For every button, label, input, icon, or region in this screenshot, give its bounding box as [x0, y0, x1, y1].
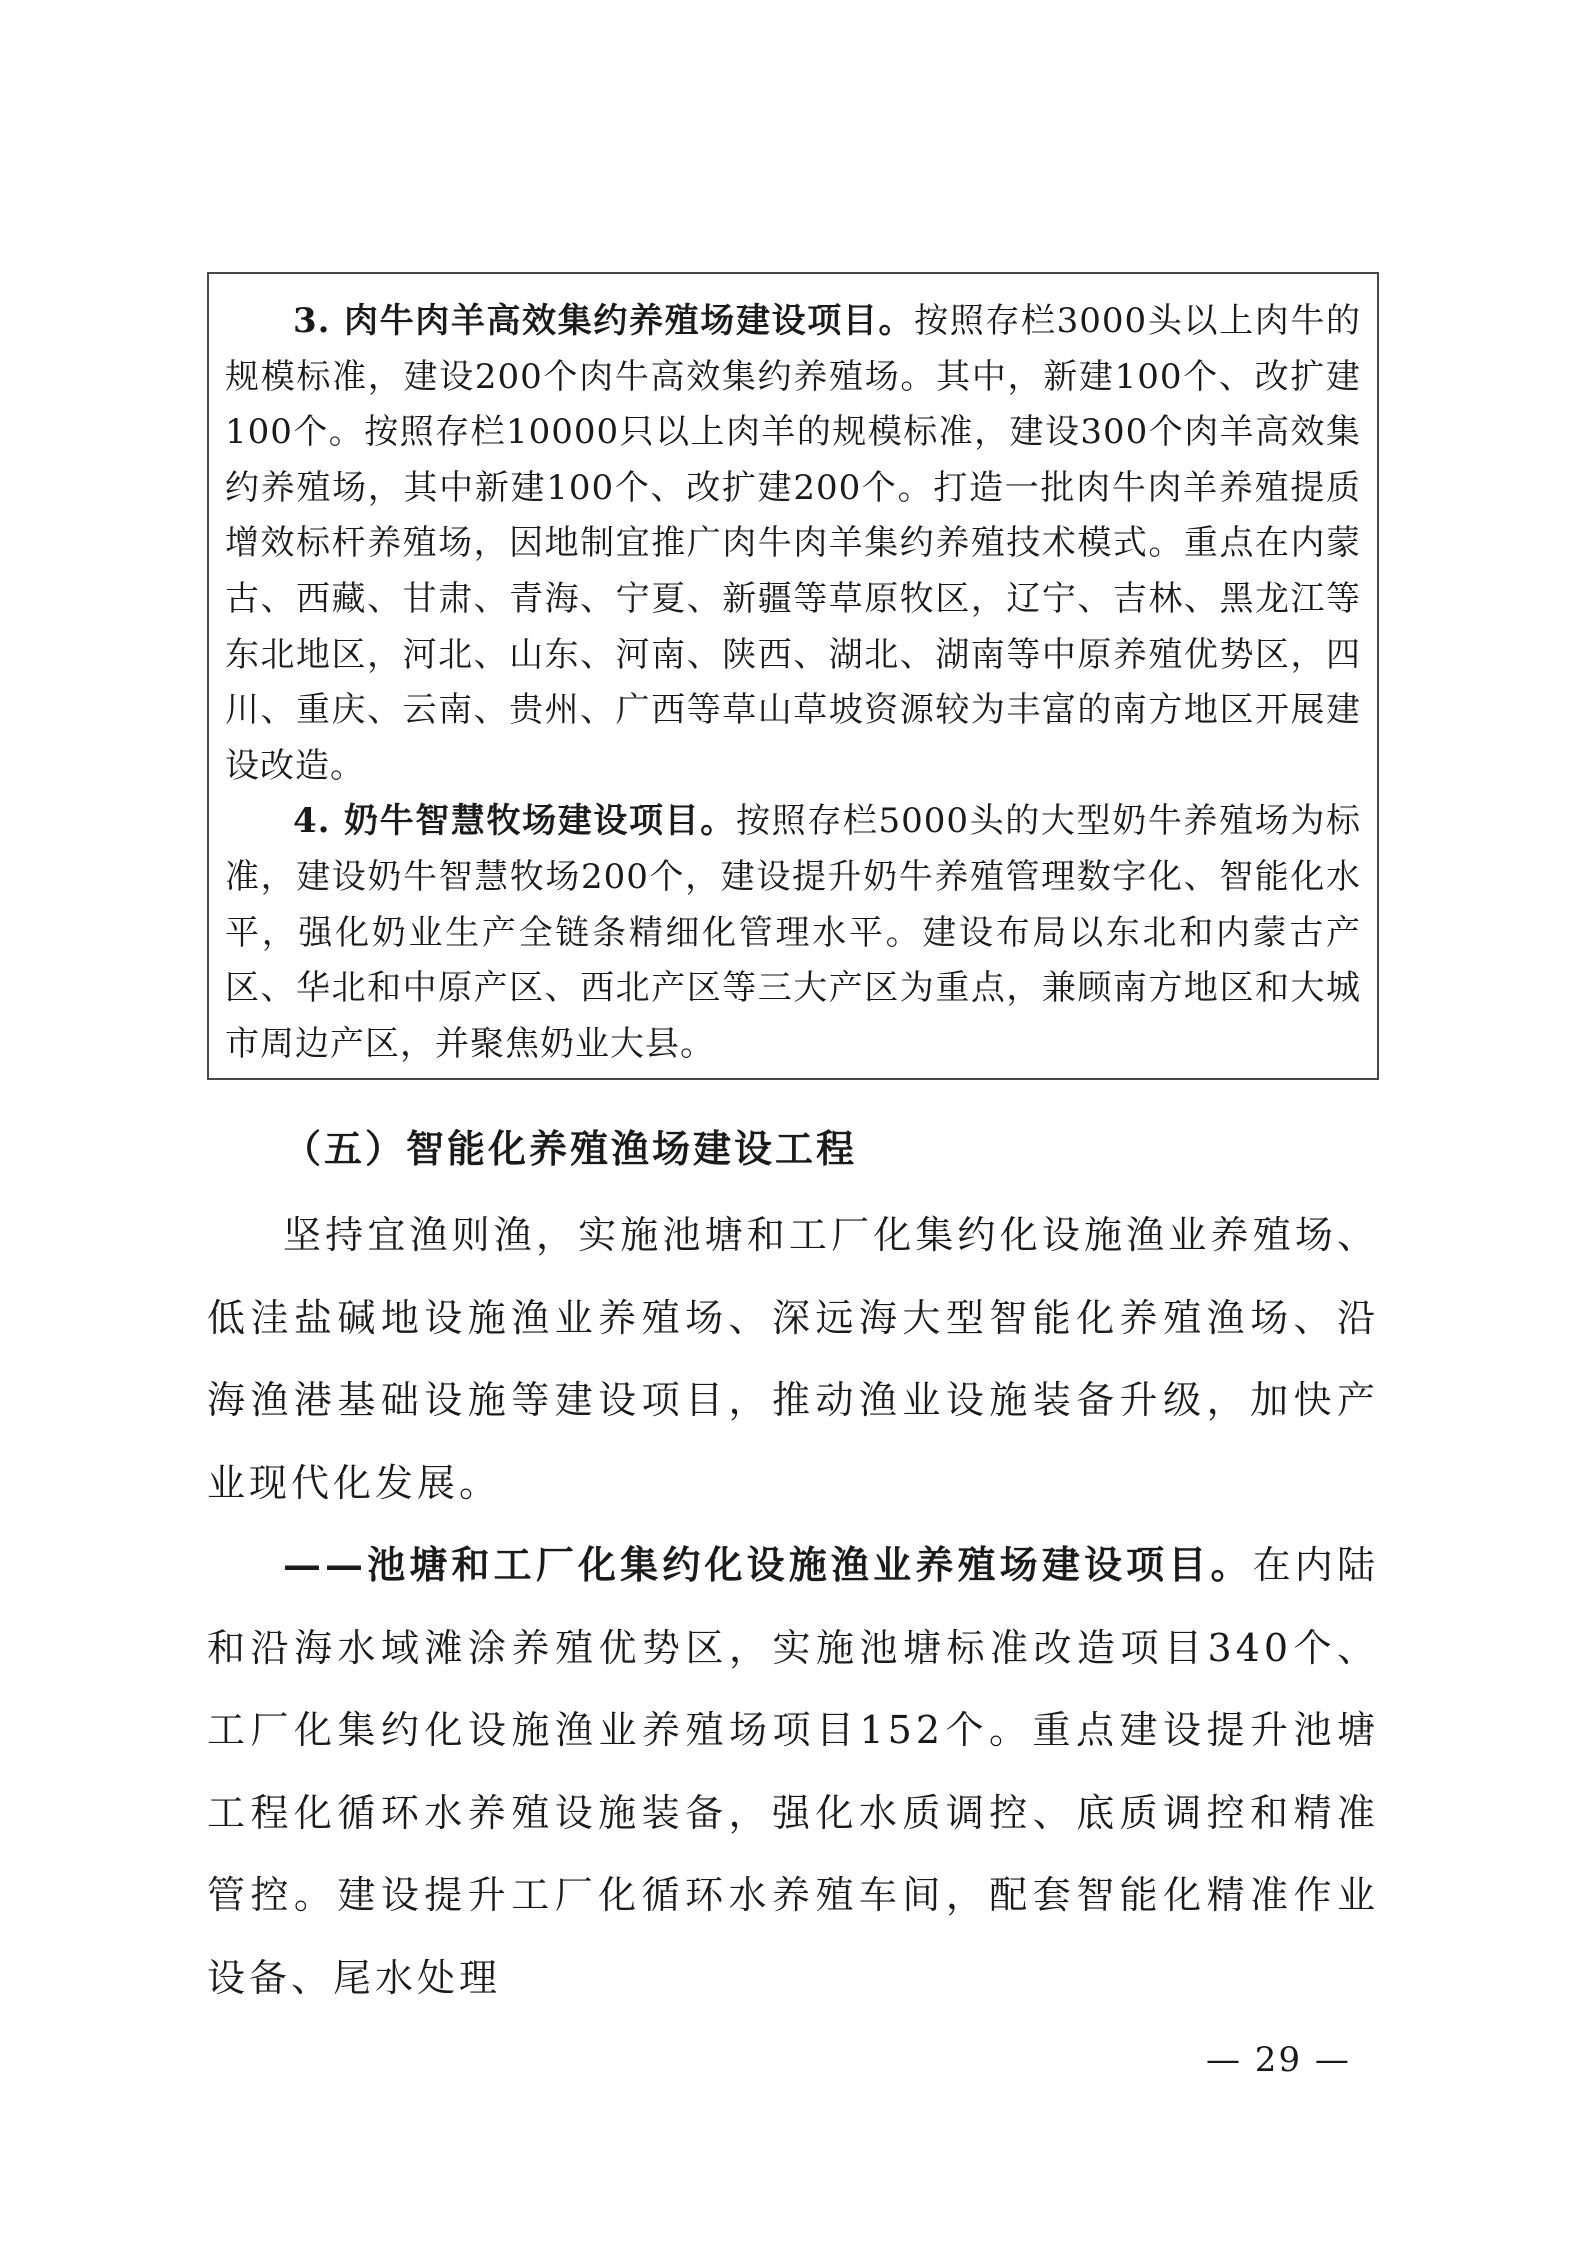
- item-4-body: 按照存栏5000头的大型奶牛养殖场为标准，建设奶牛智慧牧场200个，建设提升奶牛养殖管理数字化、智能化水平，强化奶业生产全链条精细化管理水平。建设布局以东北和内蒙古产区、华北和中原产区、西北产区等三大产区为重点，兼顾南方地区和大城市周边产区，并聚焦奶业大县。: [225, 801, 1361, 1064]
- item-3-paragraph: [225, 294, 1361, 794]
- paragraph-1: 坚持宜渔则渔，实施池塘和工厂化集约化设施渔业养殖场、低洼盐碱地设施渔业养殖场、深远海大型智能化养殖渔场、沿海渔港基础设施等建设项目，推动渔业设施装备升级，加快产业现代化发展。: [207, 1213, 1379, 1505]
- project-box: [207, 272, 1379, 1080]
- section-heading: （五）智能化养殖渔场建设工程: [283, 1126, 858, 1171]
- paragraph-2: [207, 1524, 1379, 2019]
- paragraph-2-title: ——池塘和工厂化集约化设施渔业养殖场建设项目。: [283, 1542, 1253, 1587]
- item-3-body: 按照存栏3000头以上肉牛的规模标准，建设200个肉牛高效集约养殖场。其中，新建100个、改扩建100个。按照存栏10000只以上肉羊的规模标准，建设300个肉羊高效集约养殖场，其中新建100个、改扩建200个。打造一批肉牛肉羊养殖提质增效标杆养殖场，因地制宜推广肉牛肉羊集约养殖技术模式。重点在内蒙古、西藏、甘肃、青海、宁夏、新疆等草原牧区，辽宁、吉林、黑龙江等东北地区，河北、山东、河南、陕西、湖北、湖南等中原养殖优势区，四川、重庆、云南、贵州、广西等草山草坡资源较为丰富的南方地区开展建设改造。: [225, 301, 1361, 786]
- paragraph-2-body: 在内陆和沿海水域滩涂养殖优势区，实施池塘标准改造项目340个、工厂化集约化设施渔业养殖场项目152个。重点建设提升池塘工程化循环水养殖设施装备，强化水质调控、底质调控和精准管控。建设提升工厂化循环水养殖车间，配套智能化精准作业设备、尾水处理: [207, 1543, 1379, 2000]
- item-3-title: 3. 肉牛肉羊高效集约养殖场建设项目。: [293, 301, 915, 341]
- item-4-paragraph: [225, 794, 1361, 1072]
- page-number: — 29 —: [1206, 2040, 1351, 2080]
- item-4-title: 4. 奶牛智慧牧场建设项目。: [293, 801, 736, 842]
- main-text: [207, 1194, 1379, 2019]
